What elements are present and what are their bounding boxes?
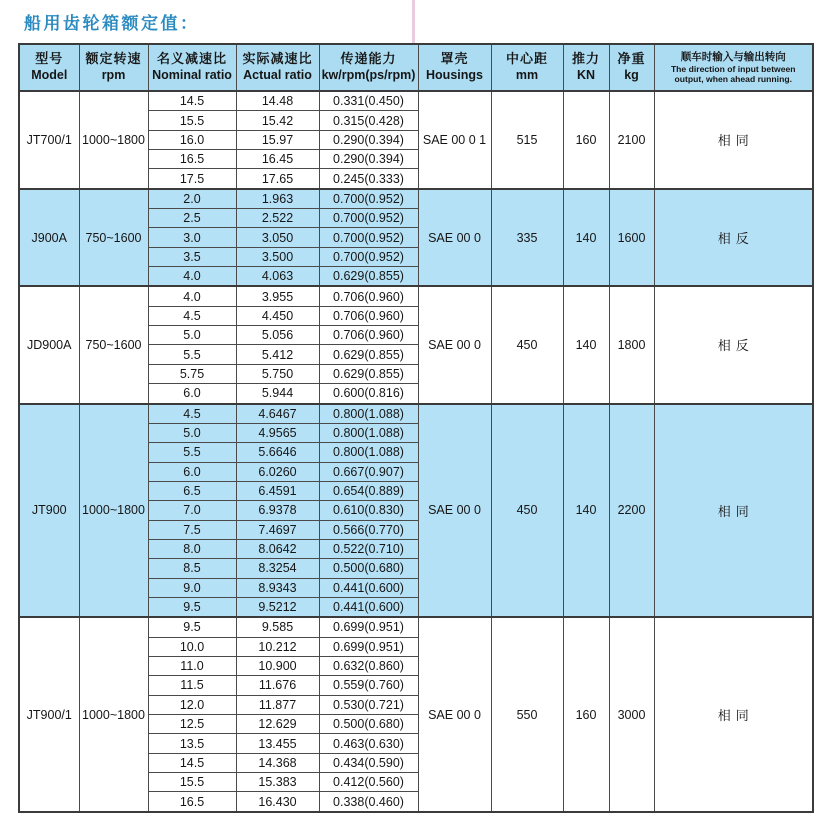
actual-ratio-cell: 6.4591 — [236, 481, 319, 500]
nominal-ratio-cell: 3.5 — [148, 247, 236, 266]
nominal-ratio-cell: 14.5 — [148, 91, 236, 111]
nominal-ratio-cell: 15.5 — [148, 773, 236, 792]
actual-ratio-cell: 3.955 — [236, 286, 319, 306]
column-header-weight-zh: 净重 — [617, 52, 646, 68]
transfer-capacity-cell: 0.700(0.952) — [319, 209, 418, 228]
actual-ratio-cell: 10.900 — [236, 656, 319, 675]
column-header-thrust-zh: 推力 — [571, 52, 600, 68]
center-distance-cell: 550 — [491, 617, 563, 812]
transfer-capacity-cell: 0.800(1.088) — [319, 423, 418, 442]
column-header-thrust — [563, 44, 609, 91]
rated-speed-cell: 1000~1800 — [79, 91, 148, 189]
transfer-capacity-cell: 0.699(0.951) — [319, 617, 418, 637]
rated-speed-cell: 1000~1800 — [79, 404, 148, 618]
thrust-cell: 140 — [563, 189, 609, 287]
nominal-ratio-cell: 8.5 — [148, 559, 236, 578]
transfer-capacity-cell: 0.331(0.450) — [319, 91, 418, 111]
nominal-ratio-cell: 7.5 — [148, 520, 236, 539]
actual-ratio-cell: 11.676 — [236, 676, 319, 695]
actual-ratio-cell: 15.97 — [236, 130, 319, 149]
transfer-capacity-cell: 0.610(0.830) — [319, 501, 418, 520]
direction-cell: 相同 — [654, 91, 813, 189]
thrust-cell: 140 — [563, 286, 609, 403]
nominal-ratio-cell: 16.5 — [148, 150, 236, 169]
transfer-capacity-cell: 0.600(0.816) — [319, 384, 418, 404]
model-cell: JD900A — [19, 286, 79, 403]
column-header-nominal-en: Nominal ratio — [152, 68, 232, 83]
transfer-capacity-cell: 0.338(0.460) — [319, 792, 418, 812]
nominal-ratio-cell: 11.0 — [148, 656, 236, 675]
actual-ratio-cell: 10.212 — [236, 637, 319, 656]
nominal-ratio-cell: 6.0 — [148, 462, 236, 481]
housing-cell: SAE 00 0 1 — [418, 91, 491, 189]
transfer-capacity-cell: 0.629(0.855) — [319, 364, 418, 383]
column-header-center-zh: 中心距 — [505, 52, 548, 68]
net-weight-cell: 2200 — [609, 404, 654, 618]
ratio-row-JT700/1-14.5 — [19, 91, 813, 111]
transfer-capacity-cell: 0.800(1.088) — [319, 443, 418, 462]
nominal-ratio-cell: 9.0 — [148, 578, 236, 597]
nominal-ratio-cell: 6.0 — [148, 384, 236, 404]
column-header-rpm-zh: 额定转速 — [85, 52, 142, 68]
column-header-center — [491, 44, 563, 91]
actual-ratio-cell: 11.877 — [236, 695, 319, 714]
direction-cell: 相同 — [654, 404, 813, 618]
actual-ratio-cell: 8.3254 — [236, 559, 319, 578]
ratio-row-JD900A-4.0 — [19, 286, 813, 306]
thrust-cell: 140 — [563, 404, 609, 618]
transfer-capacity-cell: 0.706(0.960) — [319, 306, 418, 325]
actual-ratio-cell: 13.455 — [236, 734, 319, 753]
nominal-ratio-cell: 5.75 — [148, 364, 236, 383]
nominal-ratio-cell: 5.0 — [148, 423, 236, 442]
transfer-capacity-cell: 0.566(0.770) — [319, 520, 418, 539]
transfer-capacity-cell: 0.700(0.952) — [319, 228, 418, 247]
nominal-ratio-cell: 5.0 — [148, 326, 236, 345]
transfer-capacity-cell: 0.290(0.394) — [319, 130, 418, 149]
column-header-direction-en: The direction of input between output, when ahead running. — [670, 63, 796, 85]
transfer-capacity-cell: 0.706(0.960) — [319, 286, 418, 306]
ratio-row-J900A-2.0 — [19, 189, 813, 209]
nominal-ratio-cell: 4.5 — [148, 306, 236, 325]
transfer-capacity-cell: 0.290(0.394) — [319, 150, 418, 169]
transfer-capacity-cell: 0.700(0.952) — [319, 247, 418, 266]
actual-ratio-cell: 3.050 — [236, 228, 319, 247]
actual-ratio-cell: 8.9343 — [236, 578, 319, 597]
model-cell: JT900 — [19, 404, 79, 618]
model-cell: JT900/1 — [19, 617, 79, 812]
column-header-rpm — [79, 44, 148, 91]
nominal-ratio-cell: 8.0 — [148, 539, 236, 558]
column-header-model-en: Model — [31, 68, 68, 83]
column-header-center-en: mm — [515, 68, 539, 83]
transfer-capacity-cell: 0.463(0.630) — [319, 734, 418, 753]
nominal-ratio-cell: 14.5 — [148, 753, 236, 772]
actual-ratio-cell: 6.9378 — [236, 501, 319, 520]
gearbox-ratings-table — [18, 43, 814, 813]
direction-cell: 相反 — [654, 286, 813, 403]
ratio-row-JT900-4.5 — [19, 404, 813, 424]
actual-ratio-cell: 4.9565 — [236, 423, 319, 442]
model-cell: JT700/1 — [19, 91, 79, 189]
nominal-ratio-cell: 12.5 — [148, 715, 236, 734]
actual-ratio-cell: 14.368 — [236, 753, 319, 772]
nominal-ratio-cell: 6.5 — [148, 481, 236, 500]
transfer-capacity-cell: 0.800(1.088) — [319, 404, 418, 424]
column-header-thrust-en: KN — [576, 68, 596, 83]
page-fold-line — [412, 0, 415, 43]
actual-ratio-cell: 14.48 — [236, 91, 319, 111]
transfer-capacity-cell: 0.629(0.855) — [319, 267, 418, 287]
rated-speed-cell: 750~1600 — [79, 189, 148, 287]
column-header-model — [19, 44, 79, 91]
column-header-housing-en: Housings — [426, 68, 483, 83]
transfer-capacity-cell: 0.559(0.760) — [319, 676, 418, 695]
column-header-actual-zh: 实际减速比 — [242, 52, 313, 68]
actual-ratio-cell: 15.42 — [236, 111, 319, 130]
column-header-housing — [418, 44, 491, 91]
nominal-ratio-cell: 15.5 — [148, 111, 236, 130]
nominal-ratio-cell: 9.5 — [148, 617, 236, 637]
rated-speed-cell: 1000~1800 — [79, 617, 148, 812]
nominal-ratio-cell: 13.5 — [148, 734, 236, 753]
actual-ratio-cell: 5.056 — [236, 326, 319, 345]
rated-speed-cell: 750~1600 — [79, 286, 148, 403]
column-header-nominal-zh: 名义减速比 — [156, 52, 227, 68]
table-header — [19, 44, 813, 91]
column-header-direction — [654, 44, 813, 91]
nominal-ratio-cell: 4.0 — [148, 267, 236, 287]
actual-ratio-cell: 2.522 — [236, 209, 319, 228]
table-body — [19, 91, 813, 812]
transfer-capacity-cell: 0.629(0.855) — [319, 345, 418, 364]
nominal-ratio-cell: 5.5 — [148, 345, 236, 364]
column-header-actual-en: Actual ratio — [243, 68, 312, 83]
actual-ratio-cell: 5.412 — [236, 345, 319, 364]
actual-ratio-cell: 4.450 — [236, 306, 319, 325]
transfer-capacity-cell: 0.315(0.428) — [319, 111, 418, 130]
transfer-capacity-cell: 0.434(0.590) — [319, 753, 418, 772]
actual-ratio-cell: 7.4697 — [236, 520, 319, 539]
nominal-ratio-cell: 10.0 — [148, 637, 236, 656]
direction-cell: 相同 — [654, 617, 813, 812]
nominal-ratio-cell: 4.0 — [148, 286, 236, 306]
actual-ratio-cell: 16.430 — [236, 792, 319, 812]
actual-ratio-cell: 4.6467 — [236, 404, 319, 424]
actual-ratio-cell: 5.6646 — [236, 443, 319, 462]
nominal-ratio-cell: 11.5 — [148, 676, 236, 695]
housing-cell: SAE 00 0 — [418, 286, 491, 403]
nominal-ratio-cell: 7.0 — [148, 501, 236, 520]
page-title: 船用齿轮箱额定值： — [24, 14, 200, 34]
actual-ratio-cell: 17.65 — [236, 169, 319, 189]
transfer-capacity-cell: 0.700(0.952) — [319, 189, 418, 209]
net-weight-cell: 3000 — [609, 617, 654, 812]
column-header-direction-zh: 顺车时输入与输出转向 — [680, 50, 786, 63]
actual-ratio-cell: 9.585 — [236, 617, 319, 637]
model-cell: J900A — [19, 189, 79, 287]
transfer-capacity-cell: 0.412(0.560) — [319, 773, 418, 792]
transfer-capacity-cell: 0.500(0.680) — [319, 715, 418, 734]
actual-ratio-cell: 5.944 — [236, 384, 319, 404]
actual-ratio-cell: 12.629 — [236, 715, 319, 734]
housing-cell: SAE 00 0 — [418, 617, 491, 812]
net-weight-cell: 1800 — [609, 286, 654, 403]
net-weight-cell: 1600 — [609, 189, 654, 287]
direction-cell: 相反 — [654, 189, 813, 287]
nominal-ratio-cell: 3.0 — [148, 228, 236, 247]
transfer-capacity-cell: 0.245(0.333) — [319, 169, 418, 189]
ratio-row-JT900/1-9.5 — [19, 617, 813, 637]
thrust-cell: 160 — [563, 617, 609, 812]
nominal-ratio-cell: 16.0 — [148, 130, 236, 149]
column-header-capacity-zh: 传递能力 — [340, 52, 397, 68]
column-header-rpm-en: rpm — [101, 68, 126, 83]
nominal-ratio-cell: 4.5 — [148, 404, 236, 424]
column-header-weight — [609, 44, 654, 91]
transfer-capacity-cell: 0.706(0.960) — [319, 326, 418, 345]
nominal-ratio-cell: 9.5 — [148, 597, 236, 617]
nominal-ratio-cell: 12.0 — [148, 695, 236, 714]
center-distance-cell: 515 — [491, 91, 563, 189]
net-weight-cell: 2100 — [609, 91, 654, 189]
nominal-ratio-cell: 5.5 — [148, 443, 236, 462]
actual-ratio-cell: 9.5212 — [236, 597, 319, 617]
column-header-capacity-en: kw/rpm(ps/rpm) — [321, 68, 416, 83]
actual-ratio-cell: 8.0642 — [236, 539, 319, 558]
column-header-actual — [236, 44, 319, 91]
center-distance-cell: 450 — [491, 404, 563, 618]
actual-ratio-cell: 15.383 — [236, 773, 319, 792]
column-header-weight-en: kg — [624, 68, 639, 83]
actual-ratio-cell: 1.963 — [236, 189, 319, 209]
column-header-model-zh: 型号 — [35, 52, 64, 68]
actual-ratio-cell: 4.063 — [236, 267, 319, 287]
thrust-cell: 160 — [563, 91, 609, 189]
nominal-ratio-cell: 2.5 — [148, 209, 236, 228]
center-distance-cell: 450 — [491, 286, 563, 403]
transfer-capacity-cell: 0.654(0.889) — [319, 481, 418, 500]
nominal-ratio-cell: 2.0 — [148, 189, 236, 209]
housing-cell: SAE 00 0 — [418, 404, 491, 618]
column-header-housing-zh: 罩壳 — [440, 52, 469, 68]
actual-ratio-cell: 3.500 — [236, 247, 319, 266]
transfer-capacity-cell: 0.632(0.860) — [319, 656, 418, 675]
actual-ratio-cell: 16.45 — [236, 150, 319, 169]
actual-ratio-cell: 5.750 — [236, 364, 319, 383]
transfer-capacity-cell: 0.530(0.721) — [319, 695, 418, 714]
transfer-capacity-cell: 0.441(0.600) — [319, 578, 418, 597]
transfer-capacity-cell: 0.441(0.600) — [319, 597, 418, 617]
transfer-capacity-cell: 0.522(0.710) — [319, 539, 418, 558]
nominal-ratio-cell: 17.5 — [148, 169, 236, 189]
housing-cell: SAE 00 0 — [418, 189, 491, 287]
actual-ratio-cell: 6.0260 — [236, 462, 319, 481]
transfer-capacity-cell: 0.500(0.680) — [319, 559, 418, 578]
column-header-nominal — [148, 44, 236, 91]
header-row — [19, 44, 813, 91]
transfer-capacity-cell: 0.699(0.951) — [319, 637, 418, 656]
column-header-capacity — [319, 44, 418, 91]
nominal-ratio-cell: 16.5 — [148, 792, 236, 812]
transfer-capacity-cell: 0.667(0.907) — [319, 462, 418, 481]
center-distance-cell: 335 — [491, 189, 563, 287]
